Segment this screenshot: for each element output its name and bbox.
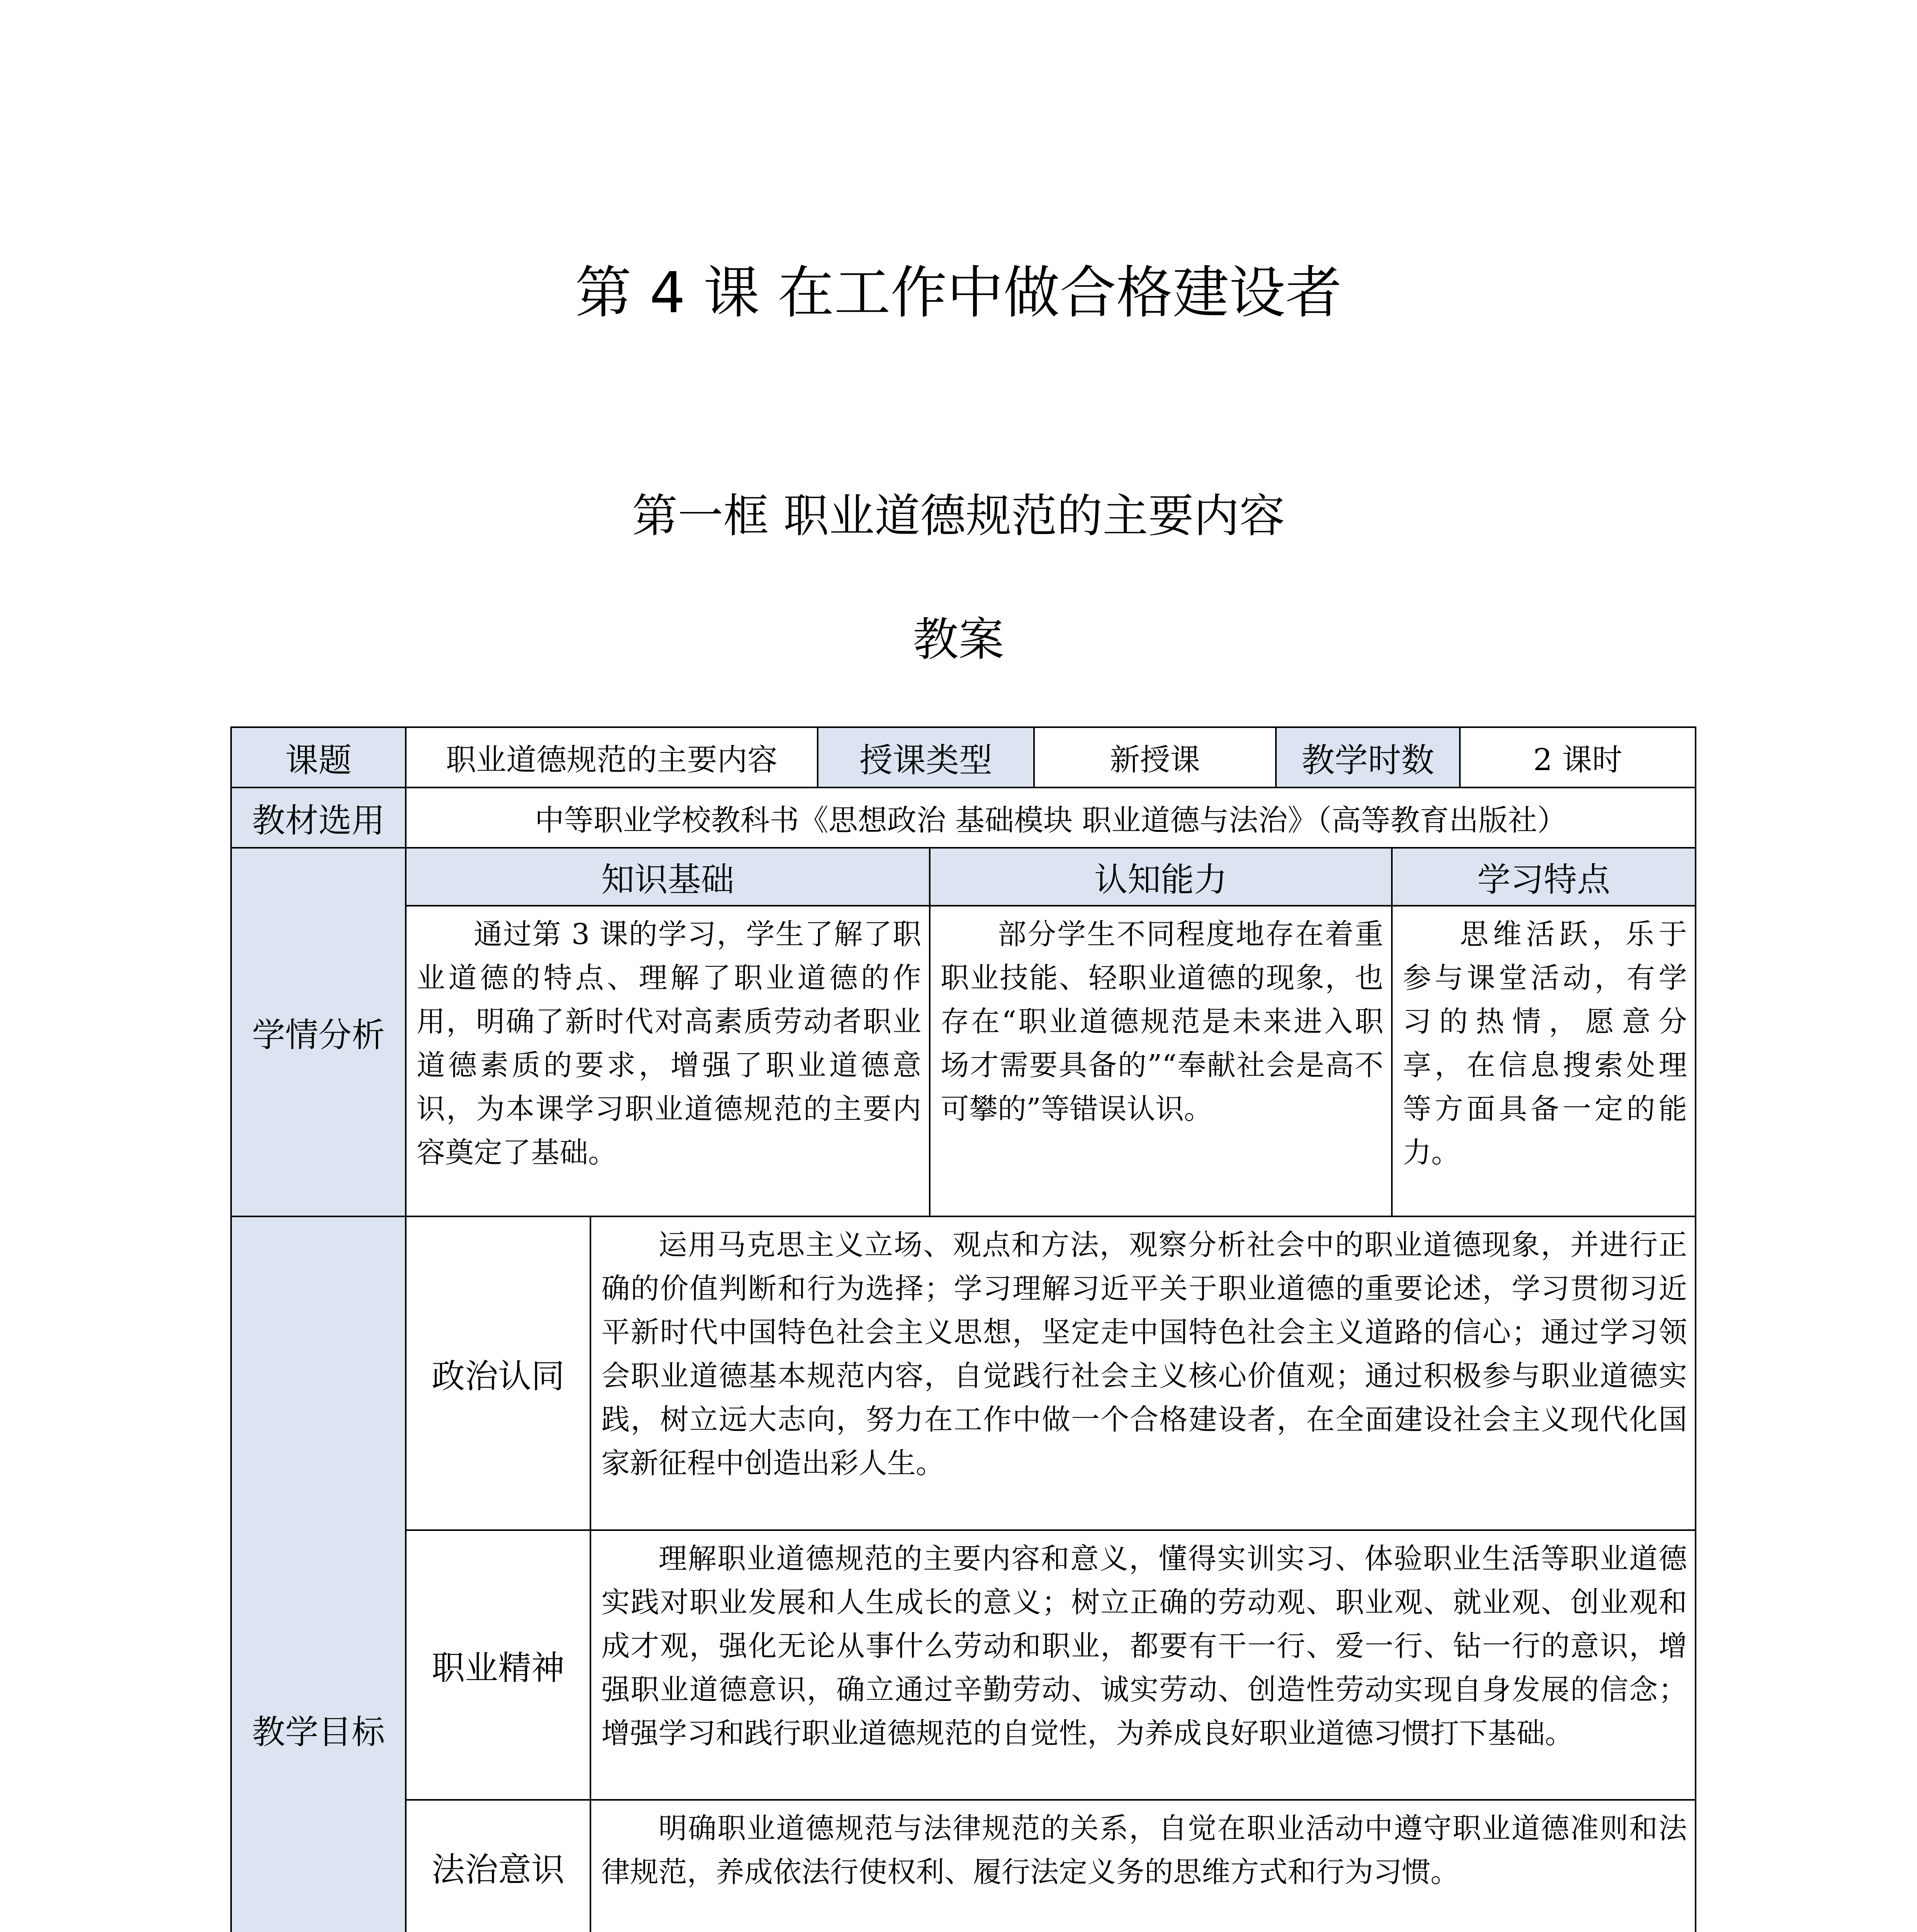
- analysis-learning-text: 思维活跃，乐于参与课堂活动，有学习的热情，愿意分享，在信息搜索处理等方面具备一定的能力。: [1391, 905, 1696, 1217]
- textbook-value: 中等职业学校教科书《思想政治 基础模块 职业道德与法治》（高等教育出版社）: [405, 787, 1696, 849]
- analysis-cognition-text: 部分学生不同程度地存在着重职业技能、轻职业道德的现象，也存在“职业道德规范是未来进入职场才需要具备的”“奉献社会是高不可攀的”等错误认识。: [929, 905, 1393, 1217]
- analysis-col-learning: 学习特点: [1391, 847, 1696, 906]
- analysis-col-cognition: 认知能力: [929, 847, 1393, 906]
- hours-label: 教学时数: [1275, 726, 1461, 788]
- analysis-label: 学情分析: [230, 847, 407, 1217]
- analysis-col-knowledge: 知识基础: [405, 847, 930, 906]
- topic-label: 课题: [230, 726, 407, 788]
- page-title: 第 4 课 在工作中做合格建设者: [575, 260, 1342, 326]
- textbook-label: 教材选用: [230, 787, 407, 849]
- class-type-value: 新授课: [1033, 726, 1277, 788]
- objective-text: 理解职业道德规范的主要内容和意义，懂得实训实习、体验职业生活等职业道德实践对职业发展和人生成长的意义；树立正确的劳动观、职业观、就业观、创业观和成才观，强化无论从事什么劳动和职业，都要有干一行、爱一行、钻一行的意识，增强职业道德意识，确立通过辛勤劳动、诚实劳动、创造性劳动实现自身发展的信念；增强学习和践行职业道德规范的自觉性，为养成良好职业道德习惯打下基础。: [590, 1529, 1696, 1801]
- section-subtitle: 第一框 职业道德规范的主要内容: [632, 489, 1285, 543]
- analysis-knowledge-text: 通过第 3 课的学习，学生了解了职业道德的特点、理解了职业道德的作用，明确了新时代对高素质劳动者职业道德素质的要求，增强了职业道德意识，为本课学习职业道德规范的主要内容奠定了基础。: [405, 905, 930, 1217]
- class-type-label: 授课类型: [817, 726, 1035, 788]
- objective-name: 职业精神: [405, 1529, 591, 1801]
- objectives-label: 教学目标: [230, 1216, 407, 1932]
- objective-text: 运用马克思主义立场、观点和方法，观察分析社会中的职业道德现象，并进行正确的价值判断和行为选择；学习理解习近平关于职业道德的重要论述，学习贯彻习近平新时代中国特色社会主义思想，坚定走中国特色社会主义道路的信心；通过学习领会职业道德基本规范内容，自觉践行社会主义核心价值观；通过积极参与职业道德实践，树立远大志向，努力在工作中做一个合格建设者，在全面建设社会主义现代化国家新征程中创造出彩人生。: [590, 1216, 1696, 1531]
- hours-value: 2 课时: [1459, 726, 1696, 788]
- objective-text: 明确职业道德规范与法律规范的关系，自觉在职业活动中遵守职业道德准则和法律规范，养成依法行使权利、履行法定义务的思维方式和行为习惯。: [590, 1799, 1696, 1932]
- objective-name: 政治认同: [405, 1216, 591, 1531]
- objective-name: 法治意识: [405, 1799, 591, 1932]
- topic-value: 职业道德规范的主要内容: [405, 726, 818, 788]
- document-type: 教案: [913, 613, 1004, 666]
